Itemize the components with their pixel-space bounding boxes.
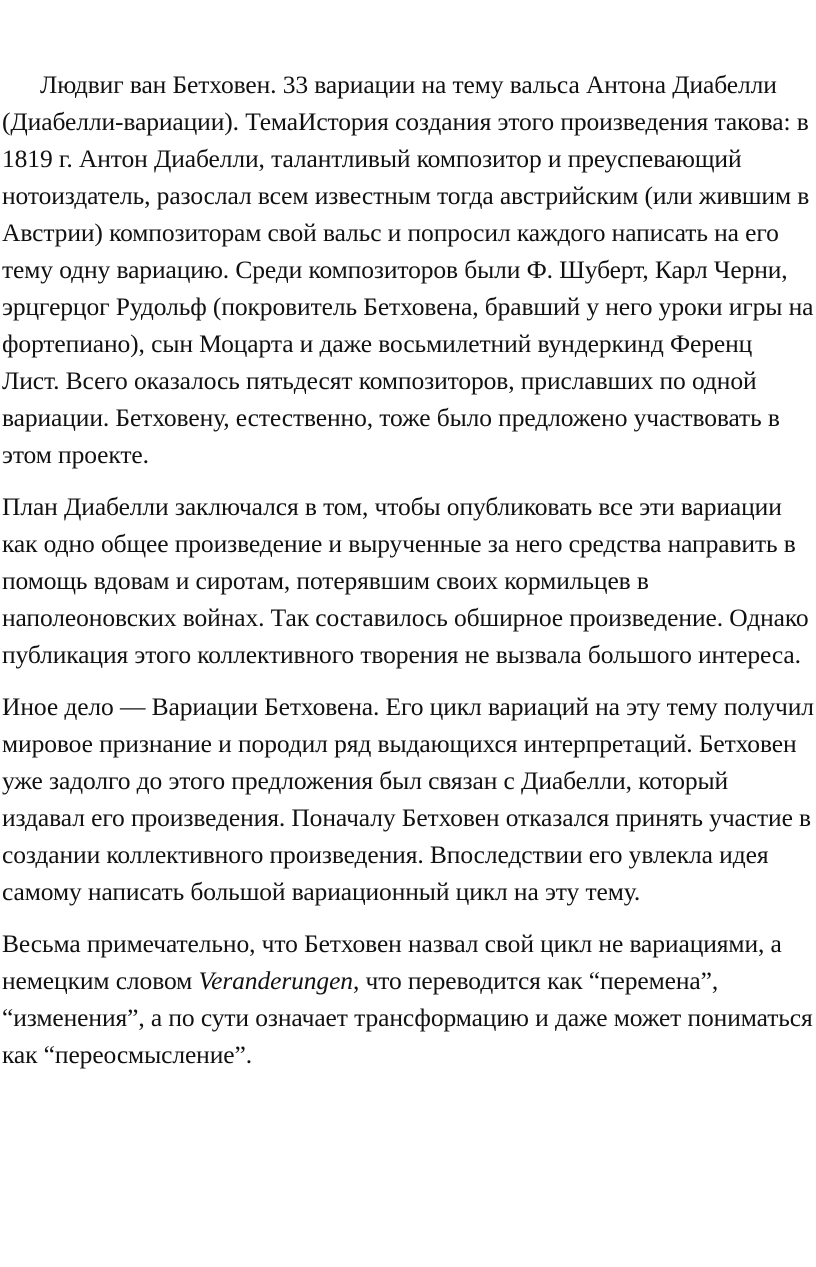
paragraph-4-text-start: Весьма примечательно, что Бетховен назвал свой цикл не вариациями, а немецким словом — [2, 929, 782, 995]
paragraph-4-text-end: , что переводится как “перемена”, “изменения”, а по сути означает трансформацию и даже может пониматься как “переосмысление”. — [2, 966, 813, 1069]
paragraph-3: Иное дело — Вариации Бетховена. Его цикл вариаций на эту тему получил мировое признание и породил ряд выдающихся интерпретаций. Бетховен уже задолго до этого предложения был связан с Диабелли, который издавал его произведения. Поначалу Бетховен отказался принять участие в создании коллективного произведения. Впоследствии его увлекла идея самому написать большой вариационный цикл на эту тему. — [2, 692, 814, 906]
paragraph-2: План Диабелли заключался в том, чтобы опубликовать все эти вариации как одно общее произведение и вырученные за него средства направить в помощь вдовам и сиротам, потерявшим своих кормильцев в наполеоновских войнах. Так составилось обширное произведение. Однако публикация этого коллективного творения не вызвала большого интереса. — [2, 492, 809, 669]
paragraph-4 — [2, 925, 814, 1073]
paragraph-4-italic-term: Veranderungen — [198, 966, 353, 995]
paragraph-1: Людвиг ван Бетховен. 33 вариации на тему вальса Антона Диабелли (Диабелли-вариации). ТемаИстория создания этого произведения такова: в 1819 г. Антон Диабелли, талантливый композитор и преуспевающий нотоиздатель, разослал всем известным тогда австрийским (или жившим в Австрии) композиторам свой вальс и попросил каждого написать на его тему одну вариацию. Среди композиторов были Ф. Шуберт, Карл Черни, эрцгерцог Рудольф (покровитель Бетховена, бравший у него уроки игры на фортепиано), сын Моцарта и даже восьмилетний вундеркинд Ференц Лист. Всего оказалось пятьдесят композиторов, приславших по одной вариации. Бетховену, естественно, тоже было предложено участвовать в этом проекте. — [2, 70, 814, 469]
document-body — [2, 66, 814, 1088]
